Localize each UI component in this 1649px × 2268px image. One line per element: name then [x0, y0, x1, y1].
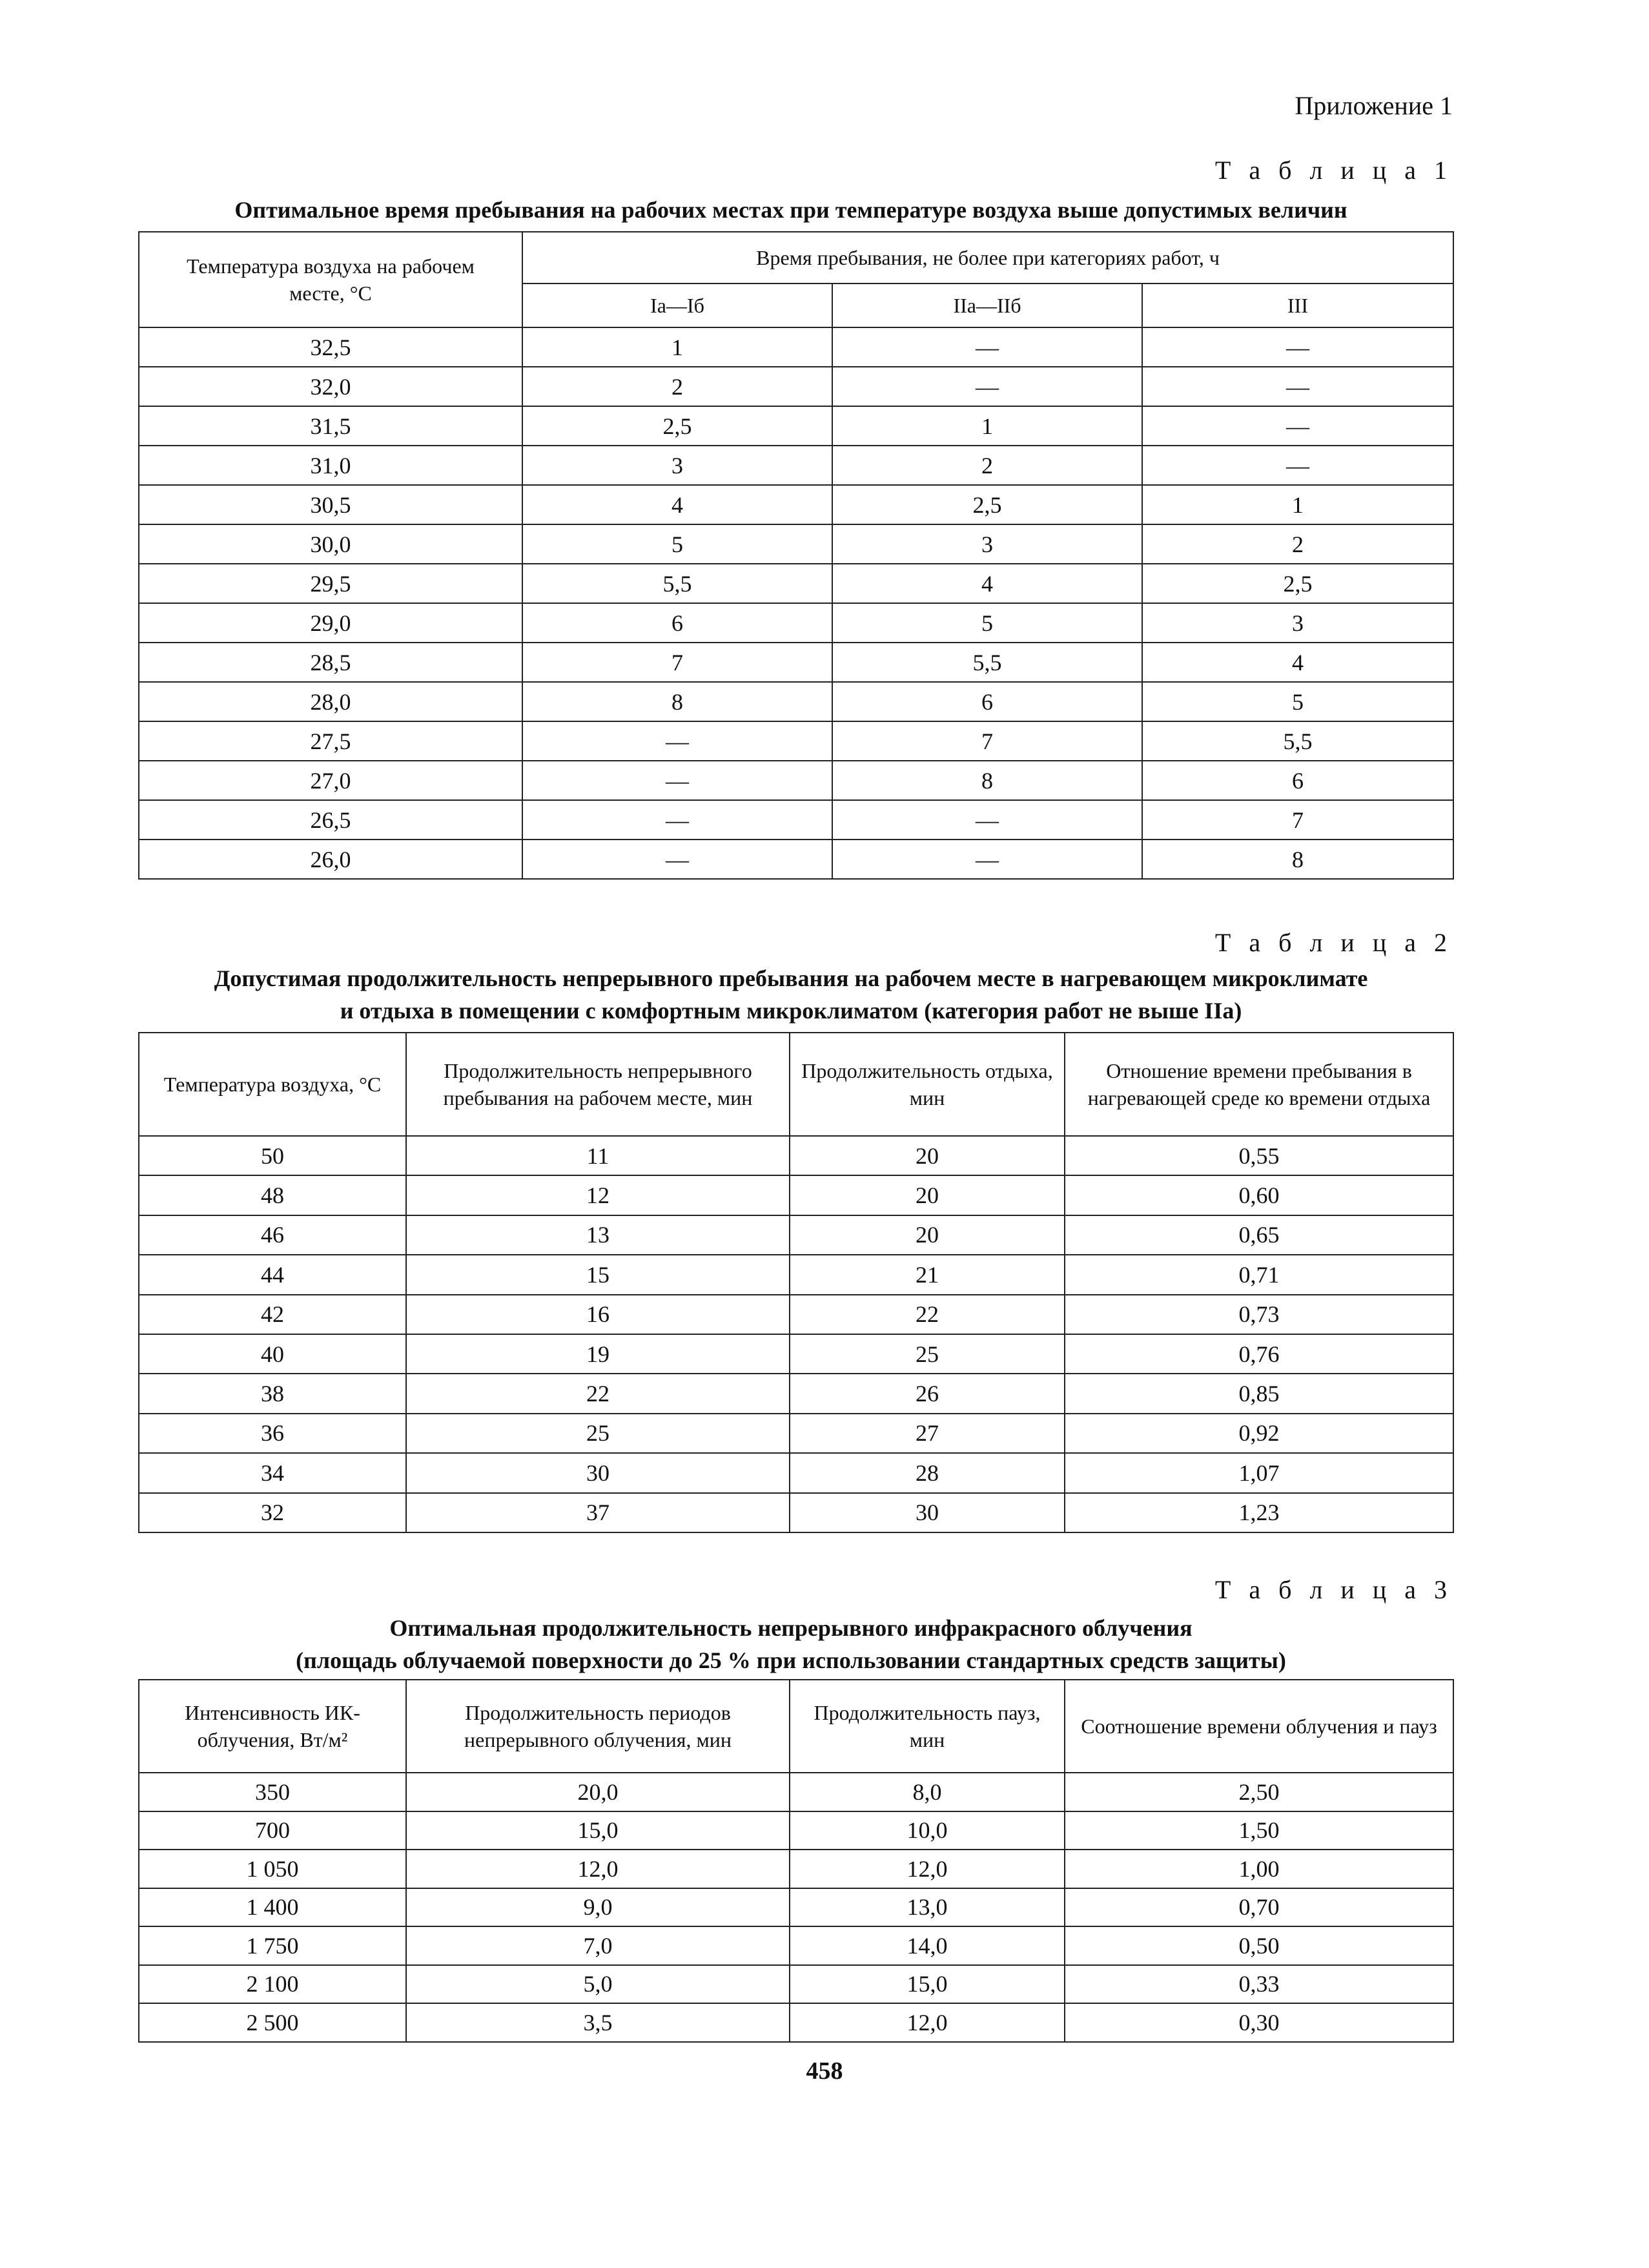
table2-cell: 20 [790, 1215, 1065, 1255]
table3-cell: 10,0 [790, 1811, 1065, 1850]
table3-row [139, 2003, 1453, 2042]
table1-cell: 5 [1142, 682, 1453, 721]
table2-cell: 30 [406, 1453, 790, 1492]
table1-row [139, 485, 1453, 524]
table1-cell: — [522, 800, 832, 840]
table2-cell: 15 [406, 1255, 790, 1294]
table3-cell: 1 750 [139, 1926, 406, 1965]
table1-cell: 7 [832, 721, 1142, 761]
table1-cell: — [1142, 446, 1453, 485]
table2-cell: 1,23 [1065, 1493, 1453, 1532]
table3-cell: 1 050 [139, 1850, 406, 1888]
table3-cell: 13,0 [790, 1888, 1065, 1927]
table1-cell: 6 [1142, 761, 1453, 800]
table1-row [139, 603, 1453, 643]
table2-cell: 1,07 [1065, 1453, 1453, 1492]
table2-row [139, 1334, 1453, 1374]
table3-cell: 2,50 [1065, 1773, 1453, 1811]
table3-cell: 3,5 [406, 2003, 790, 2042]
table2-title-line2: и отдыха в помещении с комфортным микроклиматом (категория работ не выше IIа) [340, 998, 1242, 1024]
table2-cell: 21 [790, 1255, 1065, 1294]
table2-header-1: Продолжительность непрерывного пребывания на рабочем месте, мин [406, 1033, 790, 1136]
table1-header-group: Время пребывания, не более при категориях работ, ч [522, 232, 1453, 284]
table2-cell: 25 [790, 1334, 1065, 1374]
table2-cell: 40 [139, 1334, 406, 1374]
table1-cell: 1 [522, 327, 832, 367]
table2-header-3: Отношение времени пребывания в нагревающей среде ко времени отдыха [1065, 1033, 1453, 1136]
table3-cell: 5,0 [406, 1965, 790, 2004]
table2-cell: 27 [790, 1414, 1065, 1453]
table1-cell: 27,5 [139, 721, 522, 761]
table1-cell: — [832, 800, 1142, 840]
table2-cell: 0,55 [1065, 1136, 1453, 1175]
table2 [138, 1032, 1454, 1533]
table1-row [139, 446, 1453, 485]
table3-label: Т а б л и ц а 3 [1214, 1575, 1453, 1604]
table3-cell: 700 [139, 1811, 406, 1850]
table1-cell: 31,0 [139, 446, 522, 485]
table1-cell: 1 [832, 406, 1142, 446]
table3-row [139, 1773, 1453, 1811]
table3-header-3: Соотношение времени облучения и пауз [1065, 1680, 1453, 1773]
table1-row [139, 721, 1453, 761]
table1-cell: 5 [832, 603, 1142, 643]
table1-label: Т а б л и ц а 1 [1214, 156, 1453, 185]
table3-cell: 2 500 [139, 2003, 406, 2042]
table3-cell: 0,30 [1065, 2003, 1453, 2042]
table1-cell: 32,5 [139, 327, 522, 367]
table1-cell: — [522, 761, 832, 800]
table2-cell: 0,73 [1065, 1295, 1453, 1334]
table3-cell: 0,33 [1065, 1965, 1453, 2004]
table1-row [139, 524, 1453, 564]
table2-cell: 28 [790, 1453, 1065, 1492]
table1-cell: 5,5 [832, 643, 1142, 682]
table1-cell: — [832, 840, 1142, 879]
table1-cell: 32,0 [139, 367, 522, 406]
table2-row [139, 1255, 1453, 1294]
table2-cell: 50 [139, 1136, 406, 1175]
table3-cell: 12,0 [790, 2003, 1065, 2042]
table1-cell: 31,5 [139, 406, 522, 446]
table3-row [139, 1926, 1453, 1965]
table2-row [139, 1493, 1453, 1532]
table1-cell: 5,5 [1142, 721, 1453, 761]
table1-cell: 2 [522, 367, 832, 406]
table3-header-2: Продолжительность пауз, мин [790, 1680, 1065, 1773]
table1-row [139, 327, 1453, 367]
table3-cell: 20,0 [406, 1773, 790, 1811]
table1-cell: 29,0 [139, 603, 522, 643]
table1-header-cat1: Iа—Iб [522, 284, 832, 327]
table2-row [139, 1175, 1453, 1215]
table1-cell: — [832, 327, 1142, 367]
table2-cell: 34 [139, 1453, 406, 1492]
table1-header-cat3: III [1142, 284, 1453, 327]
table2-row [139, 1136, 1453, 1175]
table2-cell: 19 [406, 1334, 790, 1374]
table3-cell: 0,70 [1065, 1888, 1453, 1927]
table3-cell: 9,0 [406, 1888, 790, 1927]
table1-cell: — [522, 721, 832, 761]
table2-row [139, 1414, 1453, 1453]
table1-cell: 6 [832, 682, 1142, 721]
table1-cell: 27,0 [139, 761, 522, 800]
table2-cell: 30 [790, 1493, 1065, 1532]
table2-title-line1: Допустимая продолжительность непрерывного пребывания на рабочем месте в нагревающем микроклимате [214, 965, 1368, 991]
table1-cell: — [832, 367, 1142, 406]
table2-cell: 22 [790, 1295, 1065, 1334]
table1-row [139, 367, 1453, 406]
table2-cell: 44 [139, 1255, 406, 1294]
table1-cell: 26,5 [139, 800, 522, 840]
table3-cell: 0,50 [1065, 1926, 1453, 1965]
table2-row [139, 1295, 1453, 1334]
table1-cell: 4 [832, 564, 1142, 603]
table3-cell: 14,0 [790, 1926, 1065, 1965]
table1 [138, 231, 1454, 880]
table2-cell: 0,60 [1065, 1175, 1453, 1215]
table2-row [139, 1215, 1453, 1255]
table3-cell: 1,50 [1065, 1811, 1453, 1850]
table1-row [139, 840, 1453, 879]
table1-cell: 2,5 [832, 485, 1142, 524]
table3-header-1: Продолжительность периодов непрерывного облучения, мин [406, 1680, 790, 1773]
table1-cell: 5 [522, 524, 832, 564]
table1-cell: 2,5 [522, 406, 832, 446]
table3-cell: 1 400 [139, 1888, 406, 1927]
table2-label: Т а б л и ц а 2 [1214, 928, 1453, 957]
table3-row [139, 1965, 1453, 2004]
table2-row [139, 1453, 1453, 1492]
table1-cell: 3 [522, 446, 832, 485]
table1-cell: — [1142, 367, 1453, 406]
table2-cell: 25 [406, 1414, 790, 1453]
table3-cell: 2 100 [139, 1965, 406, 2004]
table1-cell: 3 [832, 524, 1142, 564]
table2-cell: 0,85 [1065, 1374, 1453, 1413]
table2-cell: 36 [139, 1414, 406, 1453]
table1-cell: — [522, 840, 832, 879]
table2-cell: 22 [406, 1374, 790, 1413]
table1-cell: 7 [1142, 800, 1453, 840]
table1-cell: — [1142, 406, 1453, 446]
table1-cell: 2 [832, 446, 1142, 485]
table1-row [139, 761, 1453, 800]
table3-cell: 8,0 [790, 1773, 1065, 1811]
table2-cell: 20 [790, 1175, 1065, 1215]
table2-cell: 13 [406, 1215, 790, 1255]
table3-header-0: Интенсивность ИК-облучения, Вт/м² [139, 1680, 406, 1773]
table2-cell: 12 [406, 1175, 790, 1215]
table1-cell: 4 [522, 485, 832, 524]
table3 [138, 1679, 1454, 2043]
table3-title-line2: (площадь облучаемой поверхности до 25 % при использовании стандартных средств защиты) [296, 1647, 1286, 1673]
table1-cell: 30,0 [139, 524, 522, 564]
table2-cell: 26 [790, 1374, 1065, 1413]
table1-cell: 8 [522, 682, 832, 721]
table2-cell: 0,71 [1065, 1255, 1453, 1294]
table2-header-2: Продолжительность отдыха, мин [790, 1033, 1065, 1136]
table1-cell: 5,5 [522, 564, 832, 603]
table3-title-line1: Оптимальная продолжительность непрерывного инфракрасного облучения [389, 1615, 1193, 1641]
table1-cell: 28,5 [139, 643, 522, 682]
table1-row [139, 643, 1453, 682]
table2-cell: 0,76 [1065, 1334, 1453, 1374]
table1-header-cat2: IIа—IIб [832, 284, 1142, 327]
table2-cell: 46 [139, 1215, 406, 1255]
table1-cell: 4 [1142, 643, 1453, 682]
table3-cell: 7,0 [406, 1926, 790, 1965]
table1-cell: 6 [522, 603, 832, 643]
table1-cell: 26,0 [139, 840, 522, 879]
table2-row [139, 1374, 1453, 1413]
table1-cell: 30,5 [139, 485, 522, 524]
appendix-label: Приложение 1 [1295, 91, 1453, 120]
table2-cell: 16 [406, 1295, 790, 1334]
table3-cell: 15,0 [790, 1965, 1065, 2004]
table1-cell: 28,0 [139, 682, 522, 721]
table3-cell: 12,0 [790, 1850, 1065, 1888]
table2-cell: 38 [139, 1374, 406, 1413]
table3-row [139, 1811, 1453, 1850]
table3-cell: 12,0 [406, 1850, 790, 1888]
table1-cell: — [1142, 327, 1453, 367]
table2-cell: 37 [406, 1493, 790, 1532]
table1-title: Оптимальное время пребывания на рабочих местах при температуре воздуха выше допустимых величин [234, 197, 1347, 223]
table2-cell: 42 [139, 1295, 406, 1334]
table3-cell: 1,00 [1065, 1850, 1453, 1888]
table1-row [139, 800, 1453, 840]
table2-cell: 48 [139, 1175, 406, 1215]
table1-cell: 2,5 [1142, 564, 1453, 603]
table2-cell: 0,65 [1065, 1215, 1453, 1255]
table1-cell: 8 [1142, 840, 1453, 879]
table2-header-0: Температура воздуха, °С [139, 1033, 406, 1136]
table2-cell: 0,92 [1065, 1414, 1453, 1453]
table1-row [139, 682, 1453, 721]
table1-cell: 29,5 [139, 564, 522, 603]
table3-cell: 15,0 [406, 1811, 790, 1850]
table1-cell: 1 [1142, 485, 1453, 524]
table3-row [139, 1850, 1453, 1888]
table1-cell: 2 [1142, 524, 1453, 564]
table2-cell: 32 [139, 1493, 406, 1532]
page-number: 458 [806, 2057, 843, 2085]
table2-cell: 11 [406, 1136, 790, 1175]
table1-cell: 8 [832, 761, 1142, 800]
table1-header-temp: Температура воздуха на рабочем месте, °С [139, 232, 522, 327]
table2-cell: 20 [790, 1136, 1065, 1175]
table3-cell: 350 [139, 1773, 406, 1811]
table1-cell: 7 [522, 643, 832, 682]
table1-row [139, 406, 1453, 446]
table3-row [139, 1888, 1453, 1927]
table1-row [139, 564, 1453, 603]
table1-cell: 3 [1142, 603, 1453, 643]
